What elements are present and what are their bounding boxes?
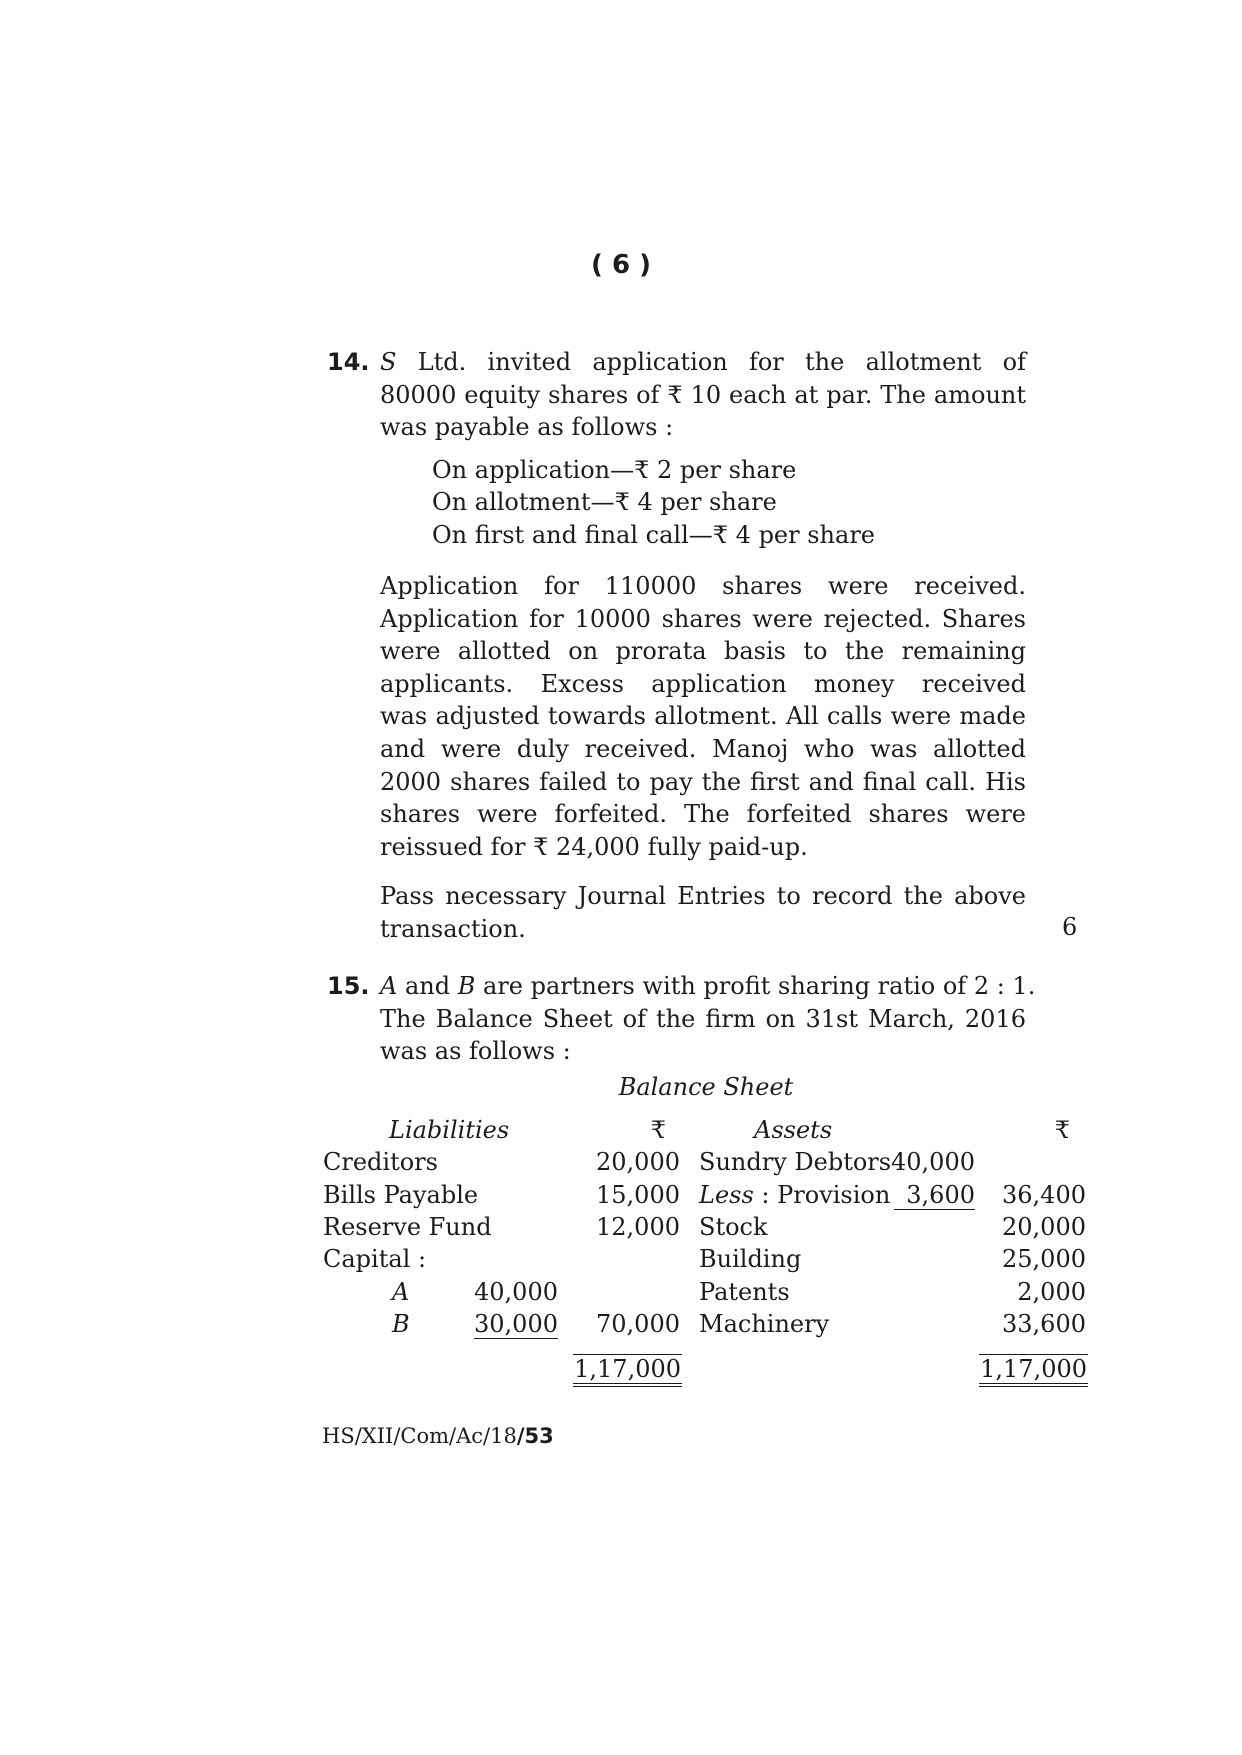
question-15-number: 15.: [327, 972, 370, 1000]
q14-body-line: Application for 10000 shares were rejected. Shares: [380, 604, 1026, 633]
asset-amount: 25,000: [1002, 1245, 1086, 1273]
q14-body-line: reissued for ₹ 24,000 fully paid-up.: [380, 832, 808, 861]
capital-partner-amount-underlined: 30,000: [474, 1310, 558, 1338]
asset-label: Patents: [699, 1278, 790, 1306]
q14-body-line: shares were forfeited. The forfeited shares were: [380, 800, 1026, 829]
q15-line-1: A and B are partners with profit sharing ratio of 2 : 1.: [380, 972, 1036, 1000]
q14-instruction-line: Pass necessary Journal Entries to record the above: [380, 882, 1026, 910]
q14-instruction-line: transaction.: [380, 914, 526, 943]
q14-intro-line-1: S Ltd. invited application for the allotment of: [380, 348, 1026, 376]
capital-partner-amount: 40,000: [474, 1278, 558, 1306]
partner-b: B: [457, 972, 476, 1000]
payment-first-final-call: On first and final call—₹ 4 per share: [432, 521, 875, 549]
question-14-intro: [380, 346, 1026, 444]
balance-sheet-title: Balance Sheet: [618, 1073, 794, 1101]
capital-total: 70,000: [596, 1310, 680, 1338]
q14-body-line: Application for 110000 shares were received.: [380, 572, 1026, 600]
q14-body-line: applicants. Excess application money received: [380, 669, 1026, 698]
payment-application: On application—₹ 2 per share: [432, 456, 797, 484]
liabilities-header: Liabilities: [389, 1116, 510, 1144]
asset-amount: 33,600: [1002, 1310, 1086, 1338]
liabilities-rupee-header: ₹: [650, 1116, 666, 1144]
liability-label: Reserve Fund: [323, 1213, 492, 1241]
liability-label: Bills Payable: [323, 1181, 479, 1209]
liabilities-total: 1,17,000: [540, 1354, 682, 1387]
asset-label-debtors: Sundry Debtors: [699, 1148, 892, 1176]
question-14-number: 14.: [327, 348, 370, 376]
footer-code: HS/XII/Com/Ac/18/53: [322, 1424, 554, 1448]
q14-body-line: was adjusted towards allotment. All calls were made: [380, 702, 1026, 731]
page-number: ( 6 ): [591, 250, 651, 280]
q15-line-2: The Balance Sheet of the firm on 31st March, 2016: [380, 1004, 1026, 1033]
capital-partner-name: A: [392, 1278, 410, 1306]
liability-amount: 15,000: [596, 1181, 680, 1209]
provision-label: Less : Provision: [699, 1181, 891, 1209]
q14-body-line: 2000 shares failed to pay the first and final call. His: [380, 767, 1026, 796]
liability-label: Capital :: [323, 1245, 427, 1273]
asset-amount: 2,000: [1017, 1278, 1086, 1306]
partner-a: A: [380, 972, 398, 1000]
question-14-marks: 6: [1062, 913, 1078, 941]
debtors-gross-amount: 40,000: [891, 1148, 975, 1176]
liability-amount: 12,000: [596, 1213, 680, 1241]
q14-company: S: [380, 348, 397, 376]
assets-header: Assets: [754, 1116, 833, 1144]
provision-amount: 3,600: [880, 1181, 975, 1210]
asset-label: Building: [699, 1245, 802, 1273]
assets-rupee-header: ₹: [1054, 1116, 1070, 1144]
question-14-instruction: [380, 880, 1026, 945]
q15-line-3: was as follows :: [380, 1037, 571, 1066]
q14-body-line: were allotted on prorata basis to the remaining: [380, 637, 1026, 666]
q14-intro-line-2: 80000 equity shares of ₹ 10 each at par. The amount: [380, 380, 1026, 409]
question-15-intro: [380, 970, 1036, 1068]
debtors-net-amount: 36,400: [1002, 1181, 1086, 1209]
q14-body-line: and were duly received. Manoj who was allotted: [380, 734, 1026, 763]
liability-label: Creditors: [323, 1148, 438, 1176]
assets-total: 1,17,000: [944, 1354, 1088, 1387]
asset-label: Machinery: [699, 1310, 830, 1338]
asset-label: Stock: [699, 1213, 768, 1241]
question-14-body: [380, 570, 1026, 863]
q14-intro-line-3: was payable as follows :: [380, 413, 674, 442]
capital-partner-name: B: [392, 1310, 410, 1338]
liability-amount: 20,000: [596, 1148, 680, 1176]
asset-amount: 20,000: [1002, 1213, 1086, 1241]
payment-allotment: On allotment—₹ 4 per share: [432, 488, 777, 516]
